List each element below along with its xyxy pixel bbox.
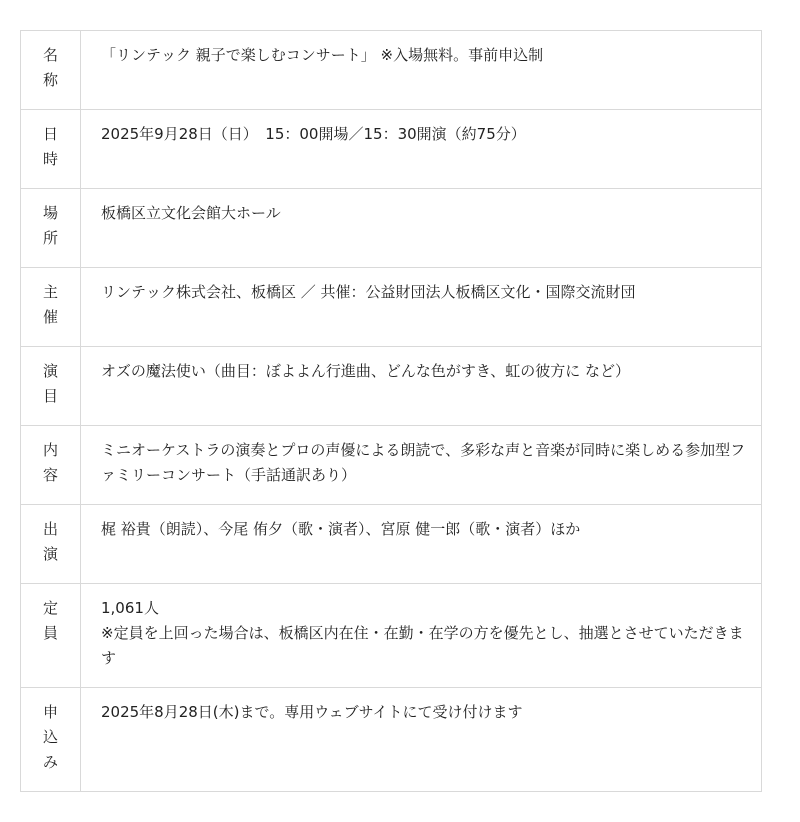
table-row-program xyxy=(21,347,762,426)
event-info-table xyxy=(20,30,762,792)
table-row-organizer xyxy=(21,268,762,347)
row-value xyxy=(81,505,762,584)
row-value xyxy=(81,31,762,110)
table-row-application xyxy=(21,688,762,792)
table-row-capacity xyxy=(21,584,762,688)
row-label: 内 容 xyxy=(21,426,81,505)
row-value xyxy=(81,426,762,505)
value-text: オズの魔法使い（曲目：ぼよよん行進曲、どんな色がすき、虹の彼方に など） xyxy=(101,362,631,380)
table-row-name xyxy=(21,31,762,110)
row-label: 出 演 xyxy=(21,505,81,584)
row-value xyxy=(81,189,762,268)
value-text: リンテック株式会社、板橋区 ／ 共催：公益財団法人板橋区文化・国際交流財団 xyxy=(101,283,636,301)
row-label: 日 時 xyxy=(21,110,81,189)
value-text: 2025年8月28日(木)まで。専用ウェブサイトにて受け付けます xyxy=(101,703,523,721)
table-row-content xyxy=(21,426,762,505)
row-value xyxy=(81,688,762,792)
table-row-venue xyxy=(21,189,762,268)
row-value xyxy=(81,268,762,347)
value-note: ※定員を上回った場合は、板橋区内在住・在勤・在学の方を優先とし、抽選とさせていただきます xyxy=(101,624,744,667)
value-text: 「リンテック 親子で楽しむコンサート」 ※入場無料。事前申込制 xyxy=(101,46,544,64)
row-value xyxy=(81,347,762,426)
row-label: 申 込 み xyxy=(21,688,81,792)
table-row-datetime xyxy=(21,110,762,189)
value-text: 板橋区立文化会館大ホール xyxy=(101,204,281,222)
row-label: 場 所 xyxy=(21,189,81,268)
row-value xyxy=(81,584,762,688)
row-label: 演 目 xyxy=(21,347,81,426)
value-text: 梶 裕貴（朗読）、今尾 侑夕（歌・演者）、宮原 健一郎（歌・演者）ほか xyxy=(101,520,581,538)
row-value xyxy=(81,110,762,189)
value-text: ミニオーケストラの演奏とプロの声優による朗読で、多彩な声と音楽が同時に楽しめる参加型ファミリーコンサート（手話通訳あり） xyxy=(101,441,746,484)
value-text: 2025年9月28日（日） 15：00開場／15：30開演（約75分） xyxy=(101,125,526,143)
row-label: 定 員 xyxy=(21,584,81,688)
table-row-performers xyxy=(21,505,762,584)
row-label: 主 催 xyxy=(21,268,81,347)
value-text: 1,061人 xyxy=(101,599,159,617)
row-label: 名 称 xyxy=(21,31,81,110)
